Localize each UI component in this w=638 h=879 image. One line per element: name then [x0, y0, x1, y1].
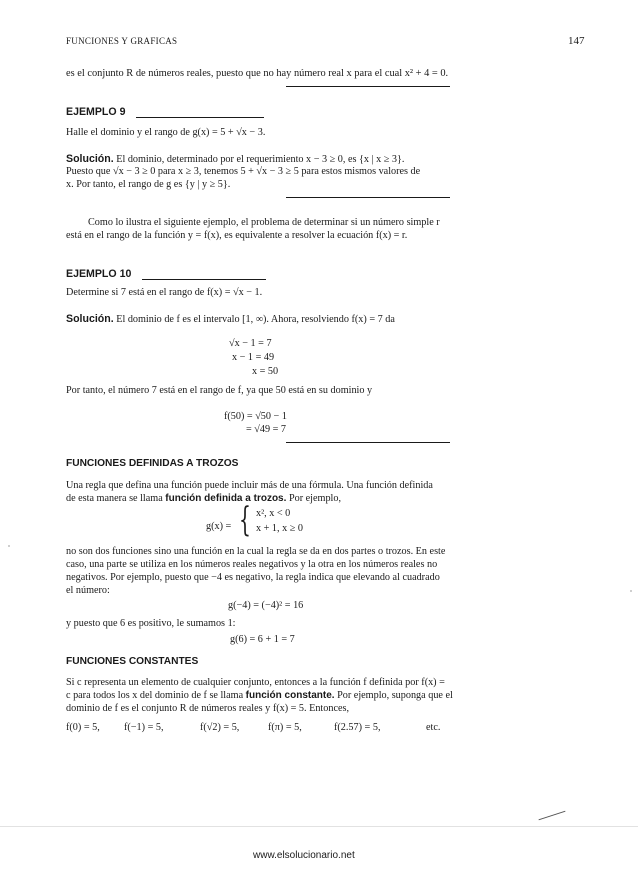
example-10-title: EJEMPLO 10: [66, 268, 132, 280]
check-line-1: f(50) = √50 − 1: [224, 411, 287, 422]
piecewise-eq-1: g(−4) = (−4)² = 16: [228, 600, 304, 611]
case-1: x², x < 0: [256, 508, 291, 519]
gx-label: g(x) =: [206, 521, 232, 532]
bold-term: función definida a trozos.: [165, 493, 287, 504]
piecewise-para1-line-2: de esta manera se llama función definida a trozos. Por ejemplo,: [66, 493, 342, 504]
example-10-conclusion: Por tanto, el número 7 está en el rango de f, ya que 50 está en su dominio y: [66, 385, 373, 396]
scan-edge-line: [0, 826, 638, 827]
separator-rule: [286, 86, 450, 87]
page-number: 147: [568, 35, 585, 47]
piecewise-para2-line-2: caso, una parte se utiliza en los números reales negativos y la otra en los números reales no: [66, 559, 438, 570]
section-title-piecewise: FUNCIONES DEFINIDAS A TROZOS: [66, 458, 239, 469]
piecewise-para1-line-1: Una regla que defina una función puede incluir más de una fórmula. Una función definida: [66, 480, 433, 491]
piecewise-para2-line-4: el número:: [66, 585, 110, 596]
example-9-solution-line-3: x. Por tanto, el rango de g es {y | y ≥ 5}.: [66, 179, 231, 190]
example-9-title: EJEMPLO 9: [66, 106, 126, 118]
constant-value-3: f(√2) = 5,: [200, 722, 240, 733]
piecewise-mid-line: y puesto que 6 es positivo, le sumamos 1:: [66, 618, 236, 629]
example-9-statement: Halle el dominio y el rango de g(x) = 5 + √x − 3.: [66, 127, 266, 138]
constant-value-6: etc.: [426, 722, 441, 733]
footer-watermark-url: www.elsolucionario.net: [253, 850, 355, 861]
piecewise-eq-2: g(6) = 6 + 1 = 7: [230, 634, 295, 645]
example-9-underline: [136, 117, 264, 118]
running-header: FUNCIONES Y GRAFICAS: [66, 36, 178, 46]
equation-line-3: x = 50: [252, 366, 279, 377]
constant-value-4: f(π) = 5,: [268, 722, 302, 733]
constant-line-3: dominio de f es el conjunto R de números reales y f(x) = 5. Entonces,: [66, 703, 350, 714]
section-title-constant: FUNCIONES CONSTANTES: [66, 656, 199, 667]
intro-line: es el conjunto R de números reales, puesto que no hay número real x para el cual x² + 4 = 0.: [66, 68, 449, 79]
separator-rule: [286, 442, 450, 443]
transition-line-1: Como lo ilustra el siguiente ejemplo, el problema de determinar si un número simple r: [88, 217, 440, 228]
constant-line-2: c para todos los x del dominio de f se llama función constante. Por ejemplo, suponga que el: [66, 690, 453, 701]
scan-speck: [630, 590, 632, 592]
example-10-solution: Solución. El dominio de f es el intervalo [1, ∞). Ahora, resolviendo f(x) = 7 da: [66, 313, 395, 325]
solution-label: Solución.: [66, 153, 114, 165]
equation-line-2: x − 1 = 49: [232, 352, 275, 363]
example-9-solution-line-1: Solución. El dominio, determinado por el requerimiento x − 3 ≥ 0, es {x | x ≥ 3}.: [66, 153, 405, 165]
solution-label: Solución.: [66, 313, 114, 325]
scan-speck: [8, 545, 10, 547]
equation-line-1: √x − 1 = 7: [229, 338, 272, 349]
constant-value-5: f(2.57) = 5,: [334, 722, 381, 733]
pen-mark: [539, 811, 566, 821]
piecewise-para2-line-1: no son dos funciones sino una función en la cual la regla se da en dos partes o trozos. En este: [66, 546, 446, 557]
transition-line-2: está en el rango de la función y = f(x), es equivalente a resolver la ecuación f(x) = r.: [66, 230, 408, 241]
constant-value-1: f(0) = 5,: [66, 722, 100, 733]
example-10-statement: Determine si 7 está en el rango de f(x) = √x − 1.: [66, 287, 263, 298]
case-2: x + 1, x ≥ 0: [256, 523, 303, 534]
check-line-2: = √49 = 7: [246, 424, 287, 435]
example-9-solution-line-2: Puesto que √x − 3 ≥ 0 para x ≥ 3, tenemos 5 + √x − 3 ≥ 5 para estos mismos valores de: [66, 166, 421, 177]
separator-rule: [286, 197, 450, 198]
example-10-underline: [142, 279, 266, 280]
bold-term: función constante.: [245, 690, 335, 701]
constant-value-2: f(−1) = 5,: [124, 722, 164, 733]
constant-line-1: Si c representa un elemento de cualquier conjunto, entonces a la función f definida por f(x) =: [66, 677, 445, 688]
piecewise-para2-line-3: negativos. Por ejemplo, puesto que −4 es negativo, la regla indica que elevando al cuadrado: [66, 572, 440, 583]
left-brace: {: [239, 500, 251, 540]
